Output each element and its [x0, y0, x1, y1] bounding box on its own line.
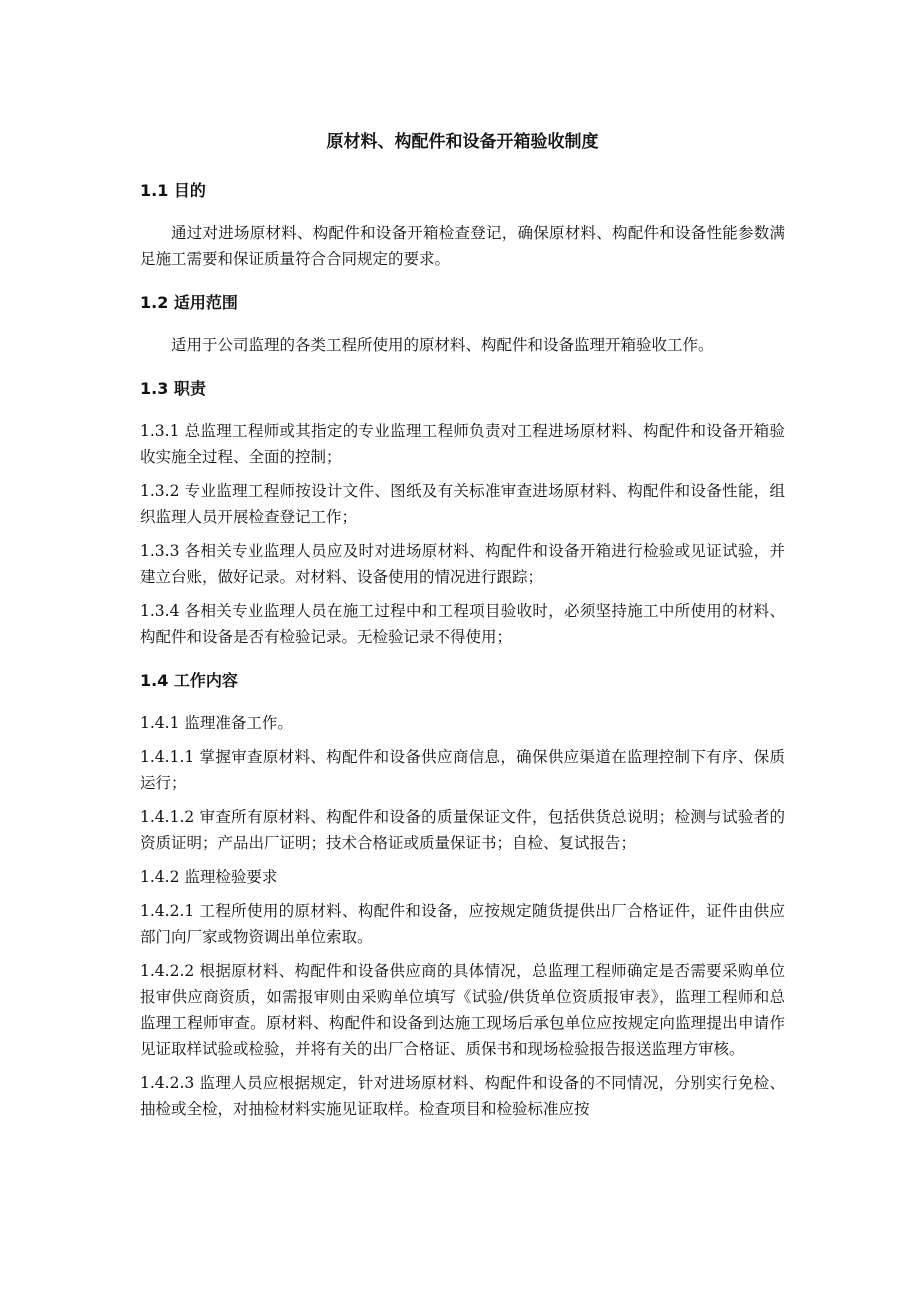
work-item: 1.4.2.1 工程所使用的原材料、构配件和设备，应按规定随货提供出厂合格证件，证件由供应部门向厂家或物资调出单位索取。: [140, 902, 785, 946]
work-item: 1.4.1.2 审查所有原材料、构配件和设备的质量保证文件，包括供货总说明；检测与试验者的资质证明；产品出厂证明；技术合格证或质量保证书；自检、复试报告；: [140, 808, 785, 852]
responsibility-item: 1.3.2 专业监理工程师按设计文件、图纸及有关标准审查进场原材料、构配件和设备性能，组织监理人员开展检查登记工作；: [140, 482, 785, 526]
work-item: 1.4.2.2 根据原材料、构配件和设备供应商的具体情况，总监理工程师确定是否需要采购单位报审供应商资质，如需报审则由采购单位填写《试验/供货单位资质报审表》，监理工程师和总监理工程师审查。原材料、构配件和设备到达施工现场后承包单位应按规定向监理提出申请作见证取样试验或检验，并将有关的出厂合格证、质保书和现场检验报告报送监理方审核。: [140, 962, 785, 1058]
section-heading-work-content: 1.4 工作内容: [140, 671, 238, 690]
document-body: [140, 128, 785, 1130]
work-item: 1.4.1.1 掌握审查原材料、构配件和设备供应商信息，确保供应渠道在监理控制下有序、保质运行；: [140, 748, 785, 792]
section-heading-purpose: 1.1 目的: [140, 181, 206, 200]
document-title: 原材料、构配件和设备开箱验收制度: [326, 132, 599, 152]
responsibility-item: 1.3.3 各相关专业监理人员应及时对进场原材料、构配件和设备开箱进行检验或见证试验，并建立台账，做好记录。对材料、设备使用的情况进行跟踪；: [140, 542, 785, 586]
section-paragraph-scope: 适用于公司监理的各类工程所使用的原材料、构配件和设备监理开箱验收工作。: [171, 336, 714, 354]
work-item: 1.4.2.3 监理人员应根据规定，针对进场原材料、构配件和设备的不同情况，分别实行免检、抽检或全检，对抽检材料实施见证取样。检查项目和检验标准应按: [140, 1074, 785, 1118]
responsibility-item: 1.3.4 各相关专业监理人员在施工过程中和工程项目验收时，必须坚持施工中所使用的材料、构配件和设备是否有检验记录。无检验记录不得使用；: [140, 602, 785, 646]
work-item: 1.4.1 监理准备工作。: [140, 714, 293, 732]
section-heading-responsibilities: 1.3 职责: [140, 379, 206, 398]
responsibility-item: 1.3.1 总监理工程师或其指定的专业监理工程师负责对工程进场原材料、构配件和设备开箱验收实施全过程、全面的控制；: [140, 422, 785, 466]
work-item: 1.4.2 监理检验要求: [140, 868, 278, 886]
section-heading-scope: 1.2 适用范围: [140, 293, 238, 312]
section-paragraph-purpose: 通过对进场原材料、构配件和设备开箱检查登记，确保原材料、构配件和设备性能参数满足施工需要和保证质量符合合同规定的要求。: [140, 224, 785, 268]
